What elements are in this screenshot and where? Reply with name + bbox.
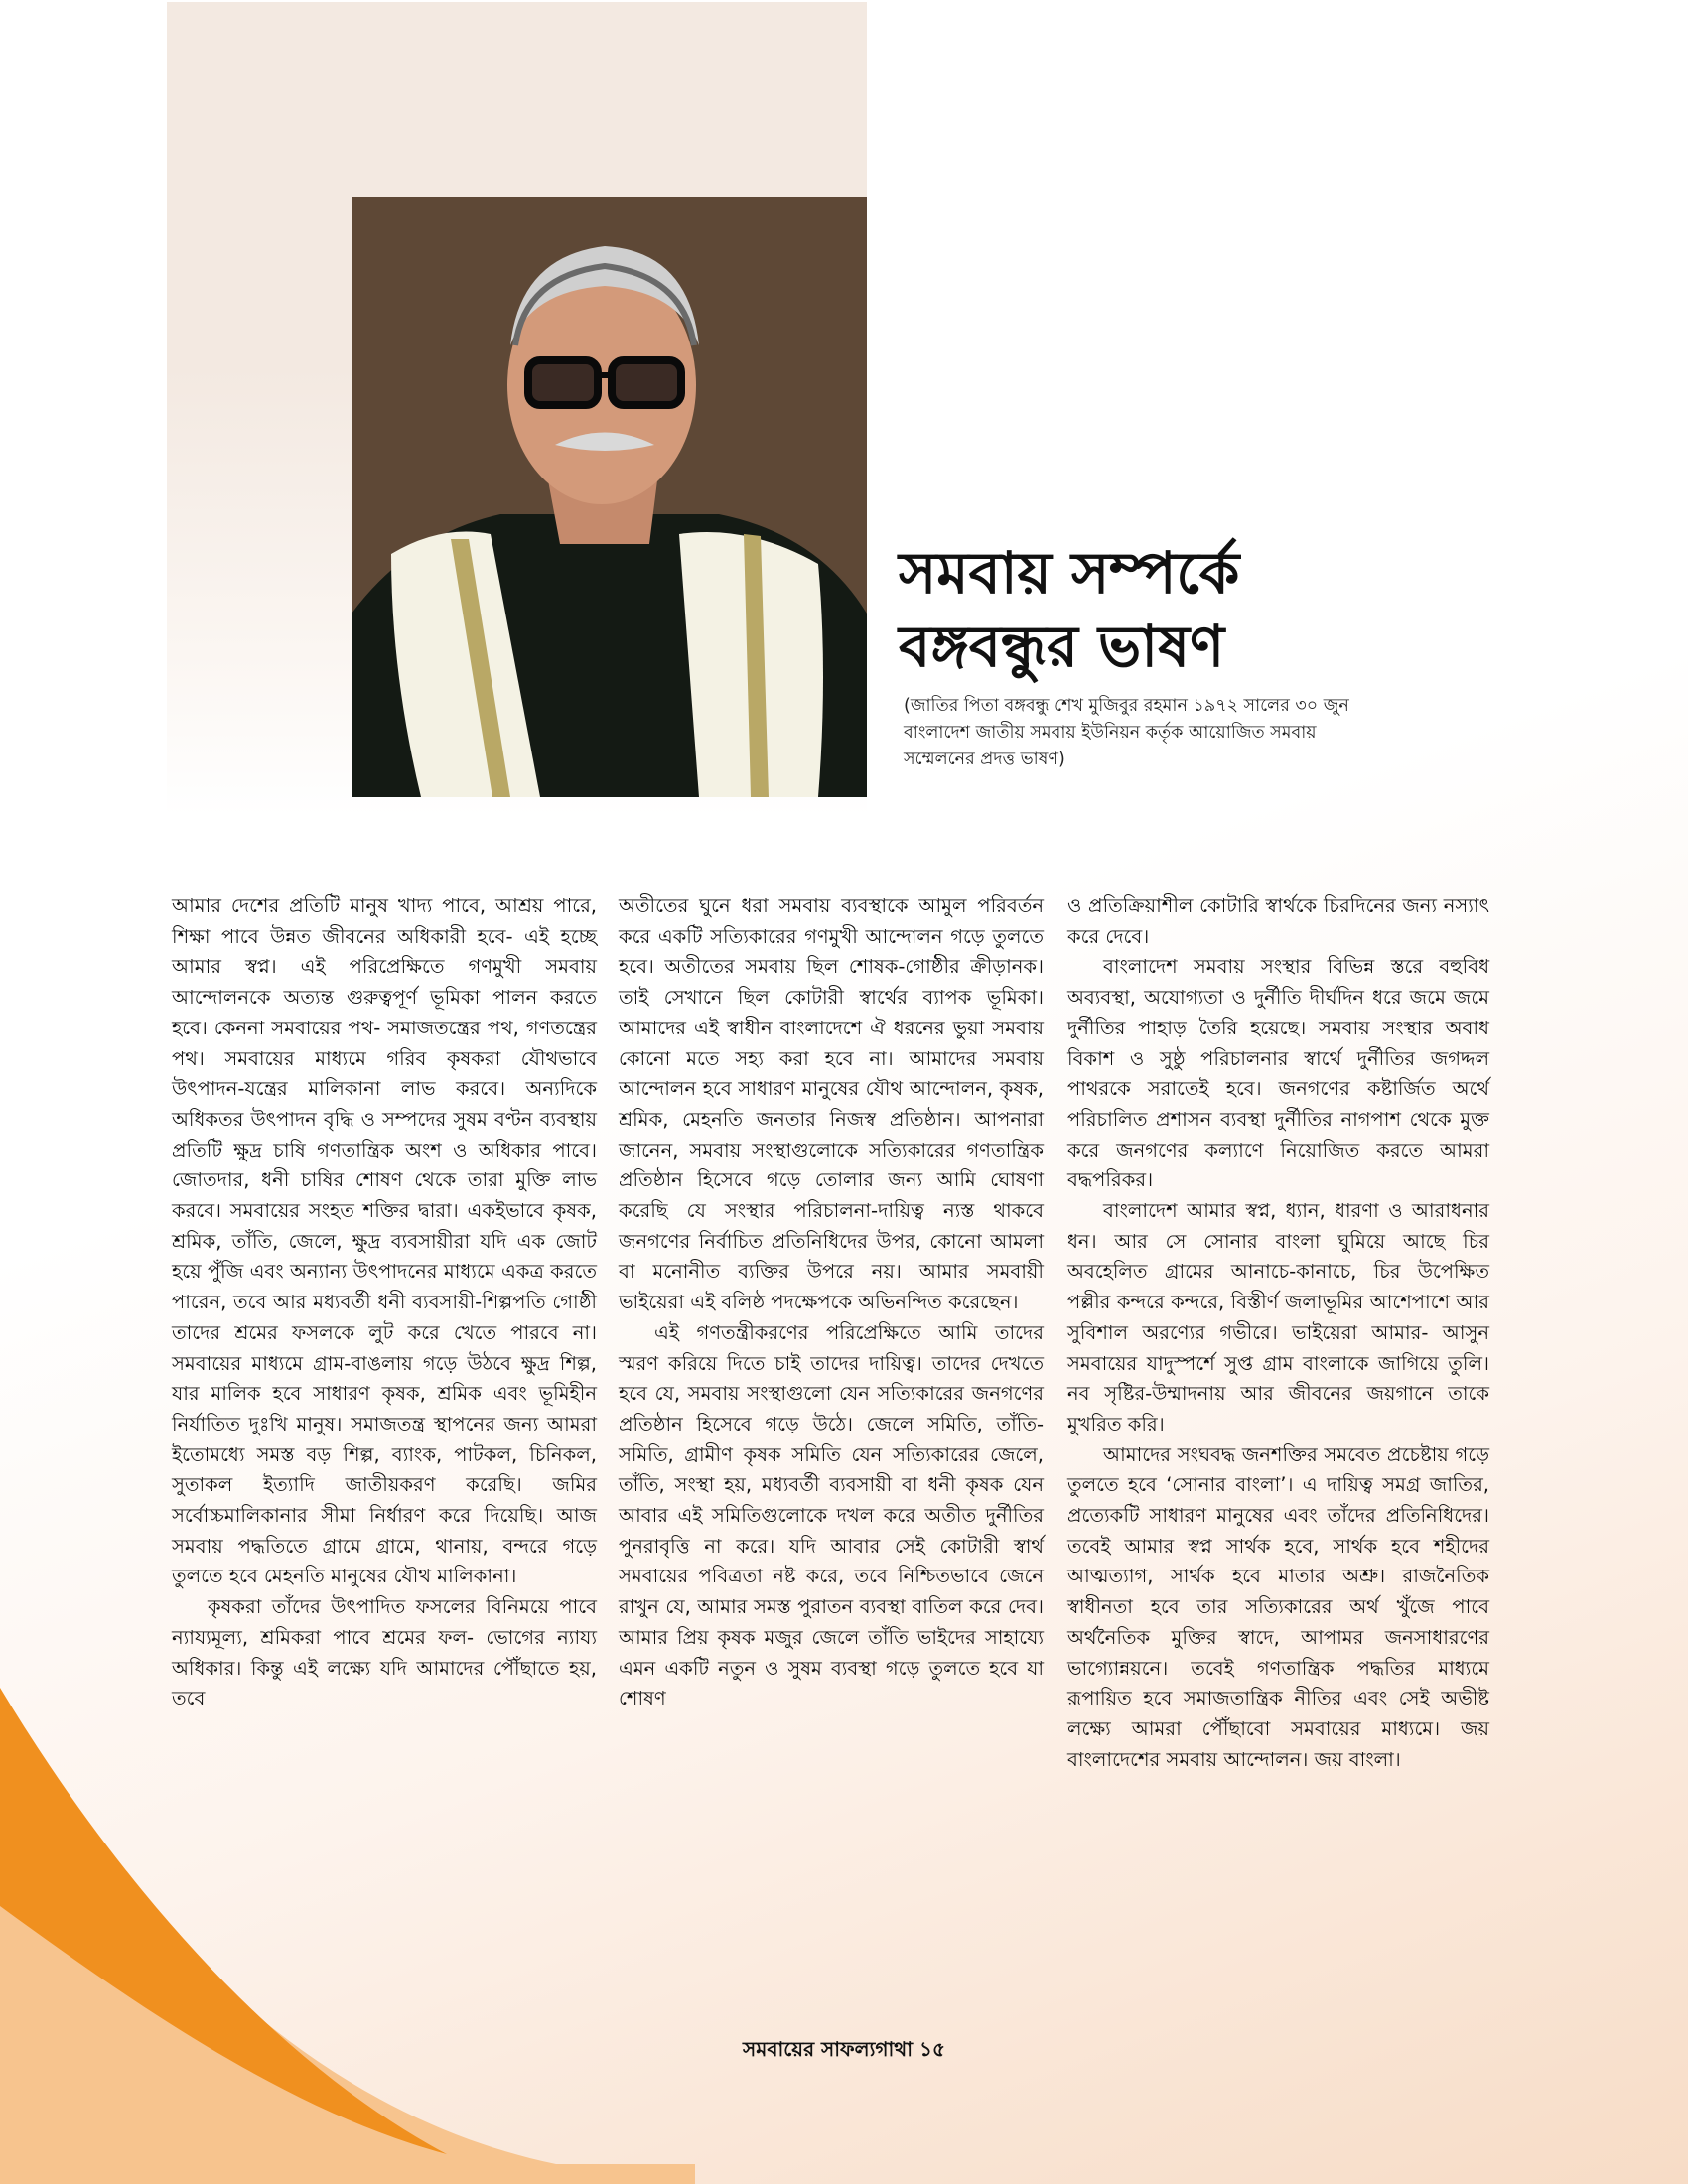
paragraph: বাংলাদেশ সমবায় সংস্থার বিভিন্ন স্তরে বহুবিধ অব্যবস্থা, অযোগ্যতা ও দুর্নীতি দীর্ঘদিন ধরে জমে জমে দুর্নীতির পাহাড় তৈরি হয়েছে। সমবায় সংস্থার অবাধ বিকাশ ও সুষ্ঠু পরিচালনার স্বার্থে দুর্নীতির জগদ্দল পাথরকে সরাতেই হবে। জনগণের কষ্টার্জিত অর্থে পরিচালিত প্রশাসন ব্যবস্থা দুর্নীতির নাগপাশ থেকে মুক্ত করে জনগণের কল্যাণে নিয়োজিত করতে আমরা বদ্ধপরিকর। [1067,955,1489,1192]
paragraph: আমাদের সংঘবদ্ধ জনশক্তির সমবেত প্রচেষ্টায় গড়ে তুলতে হবে ‘সোনার বাংলা’। এ দায়িত্ব সমগ্র জাতির, প্রত্যেকটি সাধারণ মানুষের এবং তাঁদের প্রতিনিধিদের। তবেই আমার স্বপ্ন সার্থক হবে, সার্থক হবে শহীদের আত্মত্যাগ, সার্থক হবে মাতার অশ্রু। রাজনৈতিক স্বাধীনতা হবে তার সত্যিকারের অর্থ খুঁজে পাবে অর্থনৈতিক মুক্তির স্বাদে, আপামর জনসাধারণের ভাগ্যোন্নয়নে। তবেই গণতান্ত্রিক পদ্ধতির মাধ্যমে রূপায়িত হবে সমাজতান্ত্রিক নীতির এবং সেই অভীষ্ট লক্ষ্যে আমরা পৌঁছাবো সমবায়ের মাধ্যমে। জয় বাংলাদেশের সমবায় আন্দোলন। জয় বাংলা। [1067,1442,1489,1771]
paragraph: ও প্রতিক্রিয়াশীল কোটারি স্বার্থকে চিরদিনের জন্য নস্যাৎ করে দেবে। [1067,894,1489,948]
paragraph: কৃষকরা তাঁদের উৎপাদিত ফসলের বিনিময়ে পাবে ন্যায্যমূল্য, শ্রমিকরা পাবে শ্রমের ফল- ভোগের ন্যায্য অধিকার। কিন্তু এই লক্ষ্যে যদি আমাদের পৌঁছাতে হয়, তবে [172,1595,597,1710]
page-footer [0,2035,1688,2068]
paragraph: এই গণতন্ত্রীকরণের পরিপ্রেক্ষিতে আমি তাদের স্মরণ করিয়ে দিতে চাই তাদের দায়িত্ব। তাদের দেখতে হবে যে, সমবায় সংস্থাগুলো যেন সত্যিকারের জনগণের প্রতিষ্ঠান হিসেবে গড়ে উঠে। জেলে সমিতি, তাঁতি-সমিতি, গ্রামীণ কৃষক সমিতি যেন সত্যিকারের জেলে, তাঁতি, সংস্থা হয়, মধ্যবর্তী ব্যবসায়ী বা ধনী কৃষক যেন আবার এই সমিতিগুলোকে দখল করে অতীত দুর্নীতির পুনরাবৃত্তি না করে। যদি আবার সেই কোটারী স্বার্থ সমবায়ের পবিত্রতা নষ্ট করে, তবে নিশ্চিতভাবে জেনে রাখুন যে, আমার সমস্ত পুরাতন ব্যবস্থা বাতিল করে দেব। আমার প্রিয় কৃষক মজুর জেলে তাঁতি ভাইদের সাহায্যে এমন একটি নতুন ও সুষম ব্যবস্থা গড়ে তুলতে হবে যা শোষণ [619,1320,1044,1710]
article-title [899,536,1395,683]
paragraph: বাংলাদেশ আমার স্বপ্ন, ধ্যান, ধারণা ও আরাধনার ধন। আর সে সোনার বাংলা ঘুমিয়ে আছে চির অবহেলিত গ্রামের আনাচে-কানাচে, চির উপেক্ষিত পল্লীর কন্দরে কন্দরে, বিস্তীর্ণ জলাভূমির আশেপাশে আর সুবিশাল অরণ্যের গভীরে। ভাইয়েরা আমার- আসুন সমবায়ের যাদুস্পর্শে সুপ্ত গ্রাম বাংলাকে জাগিয়ে তুলি। নব সৃষ্টির-উম্মাদনায় আর জীবনের জয়গানে তাকে মুখরিত করি। [1067,1199,1489,1435]
text-column-2 [619,891,1044,1714]
portrait-photo [352,197,867,797]
text-column-1 [172,891,597,1714]
decorative-orange-swoosh [0,1688,695,2184]
text-column-3 [1067,891,1489,1775]
page-number: ১৫ [919,2037,945,2061]
portrait-illustration [352,197,867,797]
article-subtitle: (জাতির পিতা বঙ্গবন্ধু শেখ মুজিবুর রহমান ১৯৭২ সালের ৩০ জুন বাংলাদেশ জাতীয় সমবায় ইউনিয়ন কর্তৃক আয়োজিত সমবায় সম্মেলনের প্রদত্ত ভাষণ) [904,696,1349,769]
title-line-2: বঙ্গবন্ধুর ভাষণ [899,613,1225,680]
publication-name: সমবায়ের সাফল্যগাথা [743,2037,914,2061]
paragraph: আমার দেশের প্রতিটি মানুষ খাদ্য পাবে, আশ্রয় পারে, শিক্ষা পাবে উন্নত জীবনের অধিকারী হবে- এই হচ্ছে আমার স্বপ্ন। এই পরিপ্রেক্ষিতে গণমুখী সমবায় আন্দোলনকে অত্যন্ত গুরুত্বপূর্ণ ভূমিকা পালন করতে হবে। কেননা সমবায়ের পথ- সমাজতন্ত্রের পথ, গণতন্ত্রের পথ। সমবায়ের মাধ্যমে গরিব কৃষকরা যৌথভাবে উৎপাদন-যন্ত্রের মালিকানা লাভ করবে। অন্যদিকে অধিকতর উৎপাদন বৃদ্ধি ও সম্পদের সুষম বণ্টন ব্যবস্থায় প্রতিটি ক্ষুদ্র চাষি গণতান্ত্রিক অংশ ও অধিকার পাবে। জোতদার, ধনী চাষির শোষণ থেকে তারা মুক্তি লাভ করবে। সমবায়ের সংহত শক্তির দ্বারা। একইভাবে কৃষক, শ্রমিক, তাঁতি, জেলে, ক্ষুদ্র ব্যবসায়ীরা যদি এক জোট হয়ে পুঁজি এবং অন্যান্য উৎপাদনের মাধ্যমে একত্র করতে পারেন, তবে আর মধ্যবর্তী ধনী ব্যবসায়ী-শিল্পপতি গোষ্ঠী তাদের শ্রমের ফসলকে লুট করে খেতে পারবে না। সমবায়ের মাধ্যমে গ্রাম-বাঙলায় গড়ে উঠবে ক্ষুদ্র শিল্প, যার মালিক হবে সাধারণ কৃষক, শ্রমিক এবং ভূমিহীন নির্যাতিত দুঃখি মানুষ। সমাজতন্ত্র স্থাপনের জন্য আমরা ইতোমধ্যে সমস্ত বড় শিল্প, ব্যাংক, পাটকল, চিনিকল, সুতাকল ইত্যাদি জাতীয়করণ করেছি। জমির সর্বোচ্চমালিকানার সীমা নির্ধারণ করে দিয়েছি। আজ সমবায় পদ্ধতিতে গ্রামে গ্রামে, থানায়, বন্দরে গড়ে তুলতে হবে মেহনতি মানুষের যৌথ মালিকানা। [172,894,597,1588]
title-line-1: সমবায় সম্পর্কে [899,539,1240,607]
paragraph: অতীতের ঘুনে ধরা সমবায় ব্যবস্থাকে আমুল পরিবর্তন করে একটি সত্যিকারের গণমুখী আন্দোলন গড়ে তুলতে হবে। অতীতের সমবায় ছিল শোষক-গোষ্ঠীর ক্রীড়ানক। তাই সেখানে ছিল কোটারী স্বার্থের ব্যাপক ভূমিকা। আমাদের এই স্বাধীন বাংলাদেশে ঐ ধরনের ভুয়া সমবায় কোনো মতে সহ্য করা হবে না। আমাদের সমবায় আন্দোলন হবে সাধারণ মানুষের যৌথ আন্দোলন, কৃষক, শ্রমিক, মেহনতি জনতার নিজস্ব প্রতিষ্ঠান। আপনারা জানেন, সমবায় সংস্থাগুলোকে সত্যিকারের গণতান্ত্রিক প্রতিষ্ঠান হিসেবে গড়ে তোলার জন্য আমি ঘোষণা করেছি যে সংস্থার পরিচালনা-দায়িত্ব ন্যস্ত থাকবে জনগণের নির্বাচিত প্রতিনিধিদের উপর, কোনো আমলা বা মনোনীত ব্যক্তির উপরে নয়। আমার সমবায়ী ভাইয়েরা এই বলিষ্ঠ পদক্ষেপকে অভিনন্দিত করেছেন। [619,894,1044,1314]
